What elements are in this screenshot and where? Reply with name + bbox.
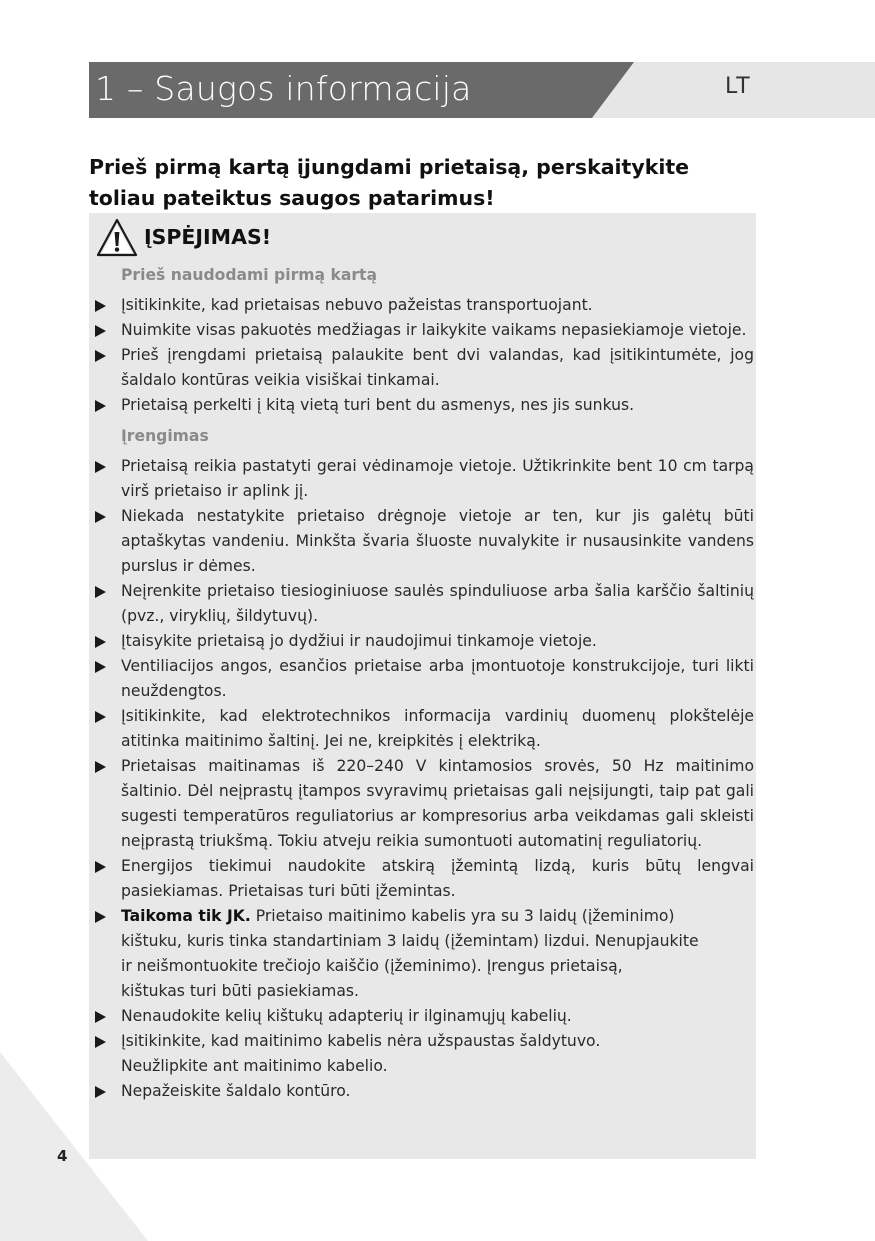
list-item-text: Įtaisykite prietaisą jo dydžiui ir naudojimui tinkamoje vietoje. <box>121 632 597 650</box>
uk-item-line: Prietaiso maitinimo kabelis yra su 3 laidų (įžeminimo) <box>255 907 675 925</box>
list-item-text: Įsitikinkite, kad elektrotechnikos informacija vardinių duomenų plokštelėje atitinka maitinimo šaltinį. Jei ne, kreipkitės į elektriką. <box>121 707 754 750</box>
installation-list <box>94 454 754 1104</box>
warning-triangle-icon <box>94 216 140 260</box>
uk-only-label: Taikoma tik JK. <box>121 907 251 925</box>
uk-item-line: kištukas turi būti pasiekiamas. <box>121 982 360 1000</box>
bullet-arrow-icon <box>95 461 106 473</box>
list-item <box>94 654 754 704</box>
bullet-arrow-icon <box>95 1011 106 1023</box>
list-item-text: Prietaisą perkelti į kitą vietą turi bent du asmenys, nes jis sunkus. <box>121 396 635 414</box>
list-item <box>94 293 754 318</box>
section-heading-installation: Įrengimas <box>121 427 209 445</box>
list-item <box>94 704 754 754</box>
bullet-arrow-icon <box>95 1086 106 1098</box>
bullet-arrow-icon <box>95 761 106 773</box>
bullet-arrow-icon <box>95 350 106 362</box>
list-item-text: Prietaisą reikia pastatyti gerai vėdinamoje vietoje. Užtikrinkite bent 10 cm tarpą virš prietaiso ir aplink jį. <box>121 457 754 500</box>
list-item-text: Nuimkite visas pakuotės medžiagas ir laikykite vaikams nepasiekiamoje vietoje. <box>121 321 747 339</box>
list-item-uk-only <box>94 904 754 1004</box>
list-item <box>94 454 754 504</box>
bullet-arrow-icon <box>95 586 106 598</box>
uk-item-line: kištuku, kuris tinka standartiniam 3 laidų (įžemintam) lizdui. Nenupjaukite <box>121 932 699 950</box>
list-item <box>94 1004 754 1029</box>
bullet-arrow-icon <box>95 711 106 723</box>
list-item-text: Prieš įrengdami prietaisą palaukite bent dvi valandas, kad įsitikintumėte, jog šaldalo kontūras veikia visiškai tinkamai. <box>121 346 754 389</box>
list-item <box>94 504 754 579</box>
list-item <box>94 318 754 343</box>
page-number: 4 <box>57 1147 68 1165</box>
bullet-arrow-icon <box>95 1036 106 1048</box>
uk-item-line: ir neišmontuokite trečiojo kaiščio (įžeminimo). Įrengus prietaisą, <box>121 957 623 975</box>
list-item-text: Prietaisas maitinamas iš 220–240 V kintamosios srovės, 50 Hz maitinimo šaltinio. Dėl neįprastų įtampos svyravimų prietaisas gali neįsijungti, taip pat gali sugesti temperatūros reguliatorius ar kompresorius arba veikdamas gali skleisti neįprastą triukšmą. Tokiu atveju reikia sumontuoti automatinį reguliatorių. <box>121 757 754 850</box>
bullet-arrow-icon <box>95 325 106 337</box>
section-title: 1 – Saugos informacija <box>95 69 472 108</box>
list-item-text: Neužlipkite ant maitinimo kabelio. <box>121 1057 388 1075</box>
list-item <box>94 579 754 629</box>
list-item-text: Nepažeiskite šaldalo kontūro. <box>121 1082 351 1100</box>
safety-content <box>94 263 754 1110</box>
list-item <box>94 1029 754 1079</box>
bullet-arrow-icon <box>95 661 106 673</box>
list-item-text: Nenaudokite kelių kištukų adapterių ir ilginamųjų kabelių. <box>121 1007 572 1025</box>
bullet-arrow-icon <box>95 911 106 923</box>
bullet-arrow-icon <box>95 861 106 873</box>
list-item-text: Niekada nestatykite prietaiso drėgnoje vietoje ar ten, kur jis galėtų būti aptaškytas vandeniu. Minkšta švaria šluoste nuvalykite ir nusausinkite vandens purslus ir dėmes. <box>121 507 754 575</box>
list-item <box>94 393 754 418</box>
bullet-arrow-icon <box>95 400 106 412</box>
list-item <box>94 754 754 854</box>
intro-heading: Prieš pirmą kartą įjungdami prietaisą, perskaitykite toliau pateiktus saugos patarimus! <box>89 155 690 210</box>
bullet-arrow-icon <box>95 511 106 523</box>
before-use-list <box>94 293 754 418</box>
bullet-arrow-icon <box>95 300 106 312</box>
list-item <box>94 629 754 654</box>
list-item-text: Įsitikinkite, kad prietaisas nebuvo pažeistas transportuojant. <box>121 296 593 314</box>
section-heading-before-use: Prieš naudodami pirmą kartą <box>121 266 378 284</box>
warning-title: ĮSPĖJIMAS! <box>144 225 272 249</box>
list-item <box>94 854 754 904</box>
list-item-text: Ventiliacijos angos, esančios prietaise arba įmontuotoje konstrukcijoje, turi likti neuždengtos. <box>121 657 754 700</box>
list-item-text: Neįrenkite prietaiso tiesioginiuose saulės spinduliuose arba šalia karščio šaltinių (pvz., viryklių, šildytuvų). <box>121 582 754 625</box>
list-item <box>94 343 754 393</box>
language-code: LT <box>725 74 752 99</box>
bullet-arrow-icon <box>95 636 106 648</box>
list-item-text: Energijos tiekimui naudokite atskirą įžemintą lizdą, kuris būtų lengvai pasiekiamas. Prietaisas turi būti įžemintas. <box>121 857 754 900</box>
list-item-text: Įsitikinkite, kad maitinimo kabelis nėra užspaustas šaldytuvo. <box>121 1032 601 1050</box>
list-item <box>94 1079 754 1104</box>
